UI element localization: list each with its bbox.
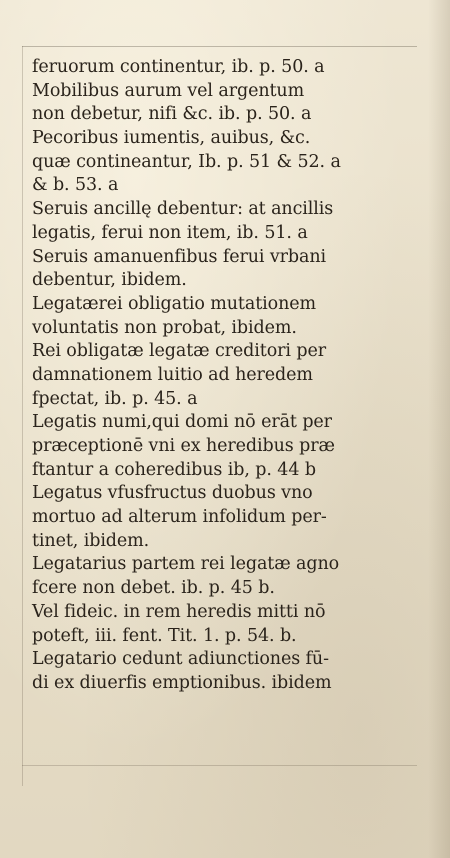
text-line: non debetur, nifi &c. ib. p. 50. a (32, 104, 312, 125)
text-line: quæ contineantur, Ib. p. 51 & 52. a (32, 151, 341, 172)
text-line: præceptionē vni ex heredibus præ (32, 436, 335, 456)
left-rule (22, 46, 23, 786)
index-text-block (32, 56, 404, 696)
text-line: ftantur a coheredibus ib, p. 44 b (32, 459, 316, 480)
text-line: Legatis numi,qui domi nō erāt per (32, 412, 332, 433)
text-line: di ex diuerfis emptionibus. ibidem (32, 672, 332, 693)
text-line: Vel fideic. in rem heredis mitti nō (32, 601, 326, 622)
bottom-rule (22, 765, 417, 766)
text-line: fcere non debet. ib. p. 45 b. (32, 578, 275, 599)
text-line: Seruis amanuenfibus ferui vrbani (32, 246, 327, 267)
text-line: Seruis ancillę debentur: at ancillis (32, 199, 334, 220)
text-line: poteft, iii. fent. Tit. 1. p. 54. b. (32, 625, 297, 646)
text-line: Pecoribus iumentis, auibus, &c. (32, 128, 311, 149)
text-line: Mobilibus aurum vel argentum (32, 80, 305, 101)
text-line: legatis, ferui non item, ib. 51. a (32, 222, 308, 243)
text-line: Legatario cedunt adiunctiones fū- (32, 649, 329, 670)
text-line: Legatærei obligatio mutationem (32, 293, 316, 314)
text-line: tinet, ibidem. (32, 530, 150, 551)
text-line: & b. 53. a (32, 175, 119, 196)
text-line: fpectat, ib. p. 45. a (32, 388, 198, 409)
text-line: mortuo ad alterum infolidum per- (32, 507, 327, 528)
text-line: Rei obligatæ legatæ creditori per (32, 341, 326, 362)
text-line: damnationem luitio ad heredem (32, 364, 313, 385)
text-line: Legatus vfusfructus duobus vno (32, 483, 313, 504)
text-line: Legatarius partem rei legatæ agno (32, 554, 340, 575)
text-line: voluntatis non probat, ibidem. (32, 317, 297, 338)
text-line: debentur, ibidem. (32, 270, 187, 291)
text-line: feruorum continentur, ib. p. 50. a (32, 57, 325, 77)
top-rule (22, 46, 417, 47)
